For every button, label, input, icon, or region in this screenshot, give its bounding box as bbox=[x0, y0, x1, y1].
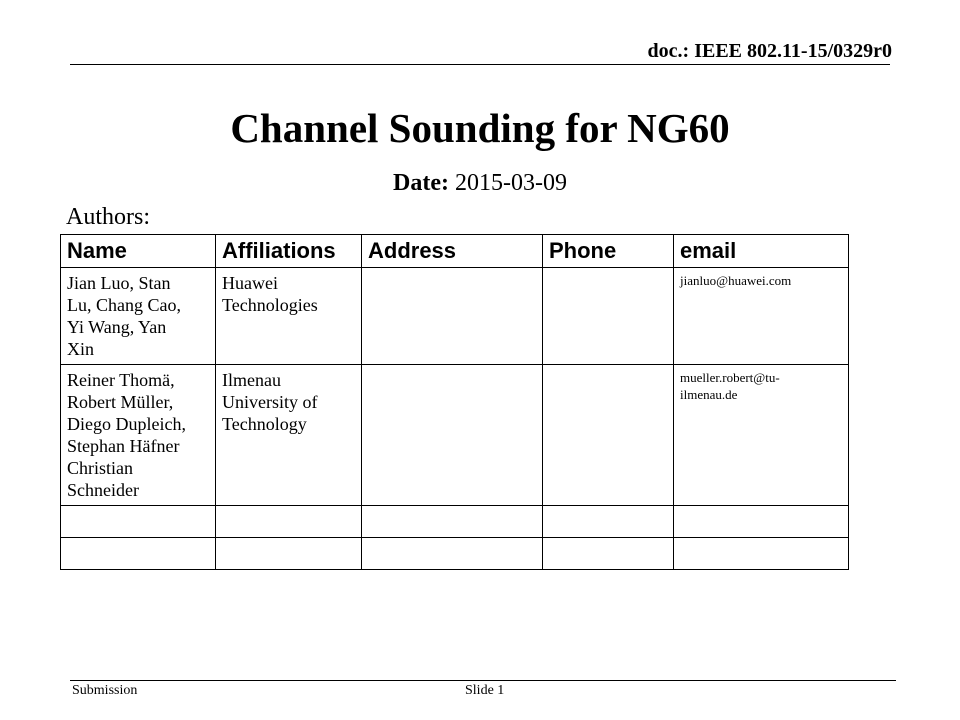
cell-phone bbox=[543, 538, 674, 570]
table-header-row bbox=[61, 235, 849, 268]
name-line: Jian Luo, Stan bbox=[67, 273, 171, 293]
affiliation-line: Technology bbox=[222, 414, 307, 434]
name-line: Schneider bbox=[67, 480, 139, 500]
table-row bbox=[61, 365, 849, 506]
cell-affiliation bbox=[216, 365, 362, 506]
name-line: Robert Müller, bbox=[67, 392, 174, 412]
footer-submission: Submission bbox=[72, 683, 138, 698]
cell-name bbox=[61, 268, 216, 365]
column-header-affiliations: Affiliations bbox=[216, 235, 362, 268]
cell-email bbox=[674, 268, 849, 365]
document-id: doc.: IEEE 802.11-15/0329r0 bbox=[647, 40, 892, 62]
cell-address bbox=[362, 506, 543, 538]
slide-title: Channel Sounding for NG60 bbox=[230, 105, 730, 151]
affiliation-line: University of bbox=[222, 392, 318, 412]
cell-affiliation bbox=[216, 506, 362, 538]
name-line: Reiner Thomä, bbox=[67, 370, 175, 390]
email-line: mueller.robert@tu- bbox=[680, 370, 780, 385]
column-header-address: Address bbox=[362, 235, 543, 268]
authors-label: Authors: bbox=[66, 204, 150, 230]
cell-affiliation bbox=[216, 268, 362, 365]
cell-phone bbox=[543, 365, 674, 506]
table-row bbox=[61, 506, 849, 538]
cell-phone bbox=[543, 268, 674, 365]
affiliation-line: Huawei bbox=[222, 273, 278, 293]
affiliation-line: Ilmenau bbox=[222, 370, 281, 390]
header-divider bbox=[70, 64, 890, 65]
name-line: Yi Wang, Yan bbox=[67, 317, 167, 337]
cell-name bbox=[61, 506, 216, 538]
column-header-email: email bbox=[674, 235, 849, 268]
cell-email bbox=[674, 365, 849, 506]
column-header-name: Name bbox=[61, 235, 216, 268]
affiliation-line: Technologies bbox=[222, 295, 318, 315]
cell-email bbox=[674, 538, 849, 570]
cell-address bbox=[362, 365, 543, 506]
date-label: Date: bbox=[393, 170, 449, 196]
cell-phone bbox=[543, 506, 674, 538]
cell-address bbox=[362, 268, 543, 365]
footer-divider bbox=[70, 680, 896, 681]
date-line bbox=[0, 170, 960, 197]
authors-table bbox=[60, 234, 849, 570]
table-row bbox=[61, 268, 849, 365]
date-value: 2015-03-09 bbox=[454, 170, 567, 196]
name-line: Stephan Häfner bbox=[67, 436, 180, 456]
footer-slide-number: Slide 1 bbox=[465, 683, 505, 698]
email-line: jianluo@huawei.com bbox=[680, 273, 792, 288]
name-line: Lu, Chang Cao, bbox=[67, 295, 181, 315]
name-line: Christian bbox=[67, 458, 133, 478]
cell-affiliation bbox=[216, 538, 362, 570]
cell-name bbox=[61, 365, 216, 506]
cell-name bbox=[61, 538, 216, 570]
email-line: ilmenau.de bbox=[680, 387, 738, 402]
table-row bbox=[61, 538, 849, 570]
name-line: Diego Dupleich, bbox=[67, 414, 186, 434]
column-header-phone: Phone bbox=[543, 235, 674, 268]
name-line: Xin bbox=[67, 339, 94, 359]
cell-email bbox=[674, 506, 849, 538]
cell-address bbox=[362, 538, 543, 570]
